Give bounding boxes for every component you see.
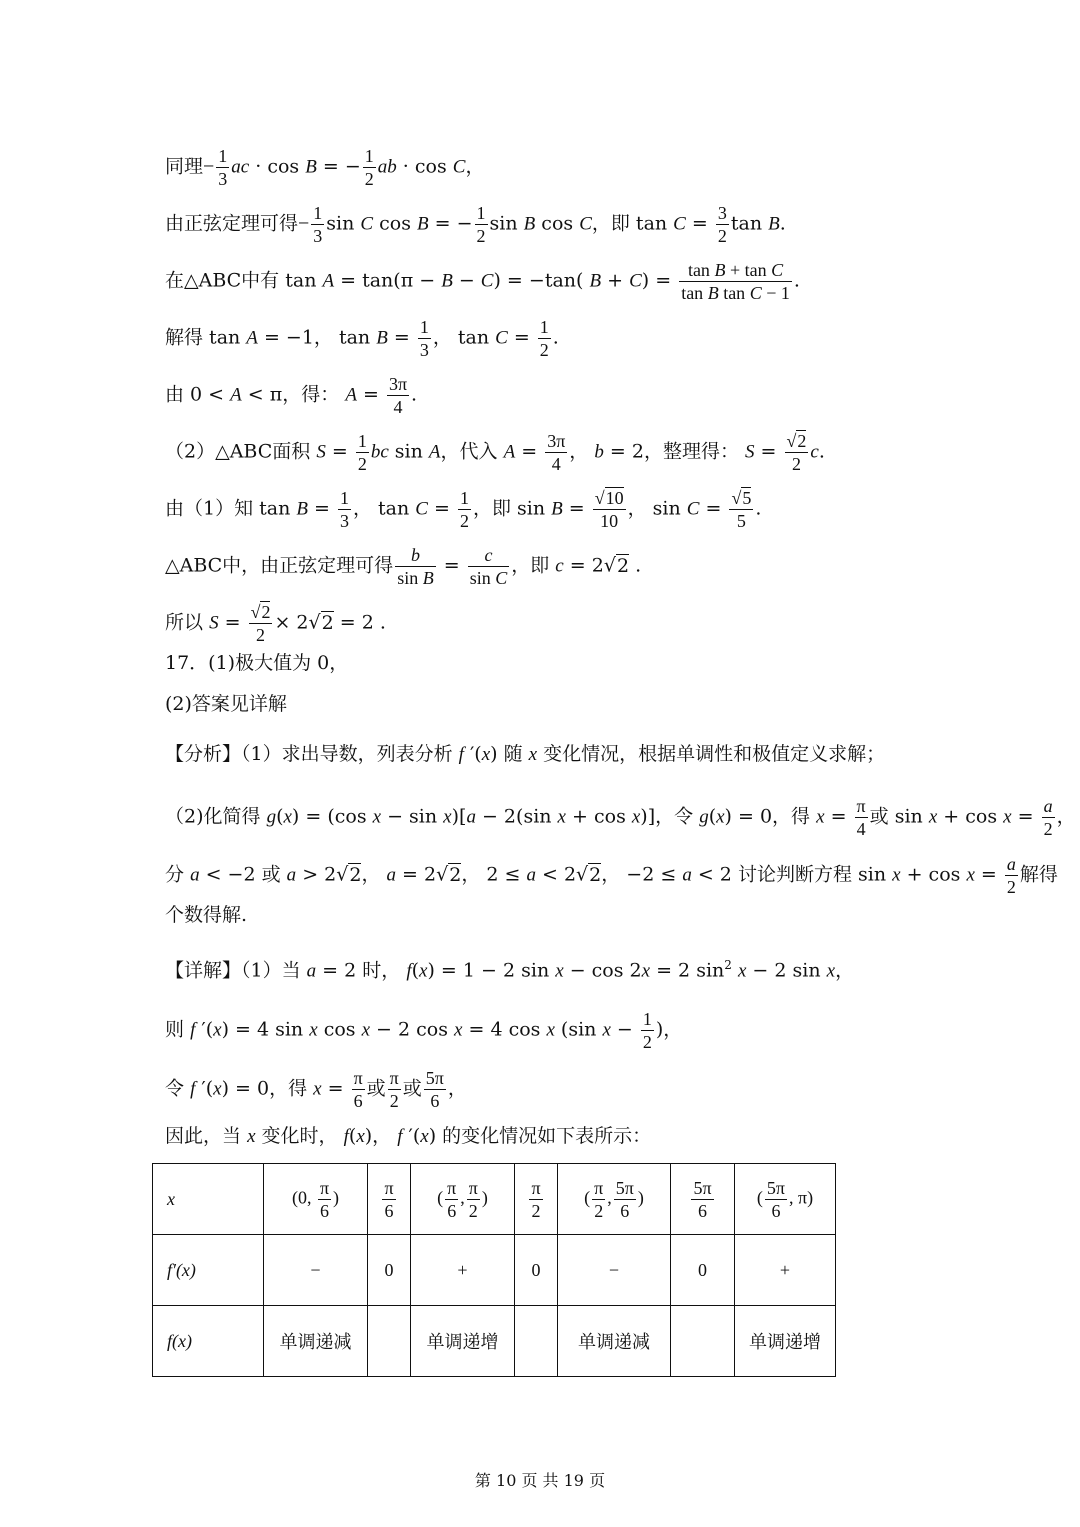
line-suffix: 的变化情况如下表所示： [442,1125,652,1147]
table-cell: + [735,1235,836,1306]
text-line-6: （2）△ABC面积 S = $\frac{1}{2}$ bc sin A，代入 A = $\frac{3\pi}{4}$ ， b = 2，整理得： S = $\frac{√2}{2}$ c. [165,431,825,474]
line-prefix: 由正弦定理可得 [165,212,299,235]
line-prefix: 由 [165,383,185,406]
interval-5pi6-pi: ( $\frac{5\pi}{6}$ , π) [735,1164,836,1235]
variation-table [152,1163,836,1377]
line-mid: ，代入 [440,440,498,463]
interval-pi6-pi2: ( $\frac{\pi}{6}$ , $\frac{\pi}{2}$ ) [411,1164,515,1235]
table-row [153,1164,836,1235]
line-mid: 变化时， [261,1125,338,1147]
table-cell: 单调递增 [735,1306,836,1377]
interval-pi2-5pi6: ( $\frac{\pi}{2}$ , $\frac{5\pi}{6}$ ) [558,1164,671,1235]
line-prefix: 所以 [165,611,204,634]
line-or-2: 或 [402,1077,422,1100]
line-prefix: 则 [165,1018,185,1041]
interval-0-pi6: (0, $\frac{\pi}{6}$ ) [264,1164,368,1235]
table-cell [515,1306,558,1377]
line-prefix: 同理 [165,155,204,178]
table-row [153,1306,836,1377]
table-cell [368,1306,411,1377]
text-line-9: 所以 S = $\frac{√2}{2}$ × 2√2 = 2 . [165,602,386,645]
table-row [153,1235,836,1306]
line-or-1: 或 [366,1077,386,1100]
line-mid: ，令 [655,805,694,828]
text-line-7: 由（1）知 tan B = $\frac{1}{3}$ ， tan C = $\frac{1}{2}$ ，即 sin B = $\frac{√10}{10}$ ， sin C = $\frac{√5}{5}$ . [165,488,762,531]
line-prefix: 令 [165,1077,185,1100]
line-mid: 或 [261,863,281,886]
text-line-2: 由正弦定理可得− $\frac{1}{3}$ sin C cos B = − $\frac{1}{2}$ sin B cos C，即 tan C = $\frac{3}{2}$ tan B. [165,203,786,246]
line-suffix: 变化情况，根据单调性和极值定义求解； [543,743,886,765]
line-mid: ，得 [772,805,811,828]
detail-line-2: 则 f ′(x) = 4 sin x cos x − 2 cos x = 4 cos x (sin x − $\frac{1}{2}$ )， [165,1009,683,1052]
point-5pi6: $\frac{5\pi}{6}$ [671,1164,735,1235]
point-pi2: $\frac{\pi}{2}$ [515,1164,558,1235]
row-header-x: x [153,1164,264,1235]
line-mid: ，整理得： [643,440,739,463]
line-prefix: △ABC中，由正弦定理可得 [165,554,394,577]
table-cell: 0 [515,1235,558,1306]
table-cell: + [411,1235,515,1306]
line-mid: ，即 [591,212,630,235]
detail-line-4: 因此，当 x 变化时， f(x)， f ′(x) 的变化情况如下表所示： [165,1125,652,1147]
line-mid: 时， [362,959,401,982]
line-suffix: 解得 [1019,863,1058,886]
line-prefix: 【详解】（1）当 [165,959,301,982]
page-footer: 第 10 页 共 19 页 [474,1471,606,1490]
line-mid: ，即 [511,554,550,577]
text-line-8: △ABC中，由正弦定理可得 $\frac{b}{\text{sin B}}$ = $\frac{c}{\text{sin C}}$ ，即 c = 2√2 . [165,545,642,588]
text-line-3: 在△ABC中有 tan A = tan(π − B − C) = −tan( B + C) = $\frac{\text{tan B + tan C}}{\text{tan B tan C − 1}}$ . [165,260,800,303]
answer-17-1: 17．(1)极大值为 0， [165,652,349,674]
line-mid: 或 [869,805,889,828]
text-line-5: 由 0 < A < π，得： A = $\frac{3\pi}{4}$ . [165,374,418,417]
line-mid: ，得： [282,383,340,406]
table-cell [671,1306,735,1377]
table-cell: 单调递减 [558,1306,671,1377]
analysis-line-1: 【分析】（1）求出导数，列表分析 f ′(x) 随 x 变化情况，根据单调性和极值定义求解； [165,743,886,765]
line-prefix: （2)化简得 [165,805,261,828]
row-header-fprime: f′(x) [153,1235,264,1306]
detail-line-1: 【详解】（1）当 a = 2 时， f(x) = 1 − 2 sin x − cos 2x = 2 $\sin^2 x - 2$ sin x， [165,958,855,982]
line-prefix: 在△ABC中有 [165,269,280,292]
line-prefix: （2）△ABC面积 [165,440,311,463]
line-prefix: 因此，当 [165,1125,242,1147]
analysis-line-4: 个数得解. [165,904,248,926]
table-cell: 0 [368,1235,411,1306]
table-cell: − [558,1235,671,1306]
analysis-line-2: （2)化简得 g(x) = (cos x − sin x)[a − 2(sin x + cos x)]，令 g(x) = 0，得 x = $\frac{\pi}{4}$ 或 sin x + cos x = $\frac{a}{2}$ ， [165,796,1076,839]
text-line-1: 同理− $\frac{1}{3}$ ac · cos B = − $\frac{1}{2}$ ab · cos C， [165,146,485,189]
table-cell: 0 [671,1235,735,1306]
table-cell: − [264,1235,368,1306]
line-prefix: 由（1）知 [165,497,254,520]
line-prefix: 分 [165,863,185,886]
point-pi6: $\frac{\pi}{6}$ [368,1164,411,1235]
analysis-line-3: 分 a < −2 或 a > 2√2， a = 2√2， 2 ≤ a < 2√2， −2 ≤ a < 2 讨论判断方程 sin x + cos x = $\frac{a}{2}$ 解得 [165,854,1058,897]
line-prefix: 【分析】（1）求出导数，列表分析 [165,743,453,765]
line-mid: 讨论判断方程 [737,863,852,886]
table-cell: 单调递增 [411,1306,515,1377]
line-prefix: 解得 [165,326,204,349]
answer-17-2: (2)答案见详解 [165,693,287,715]
line-mid: ，得 [269,1077,308,1100]
line-mid: ，即 [472,497,511,520]
text-line-4: 解得 tan A = −1， tan B = $\frac{1}{3}$ ， tan C = $\frac{1}{2}$ . [165,317,559,360]
row-header-f: f(x) [153,1306,264,1377]
table-cell: 单调递减 [264,1306,368,1377]
detail-line-3: 令 f ′(x) = 0，得 x = $\frac{\pi}{6}$ 或 $\frac{\pi}{2}$ 或 $\frac{5\pi}{6}$ ， [165,1068,467,1111]
